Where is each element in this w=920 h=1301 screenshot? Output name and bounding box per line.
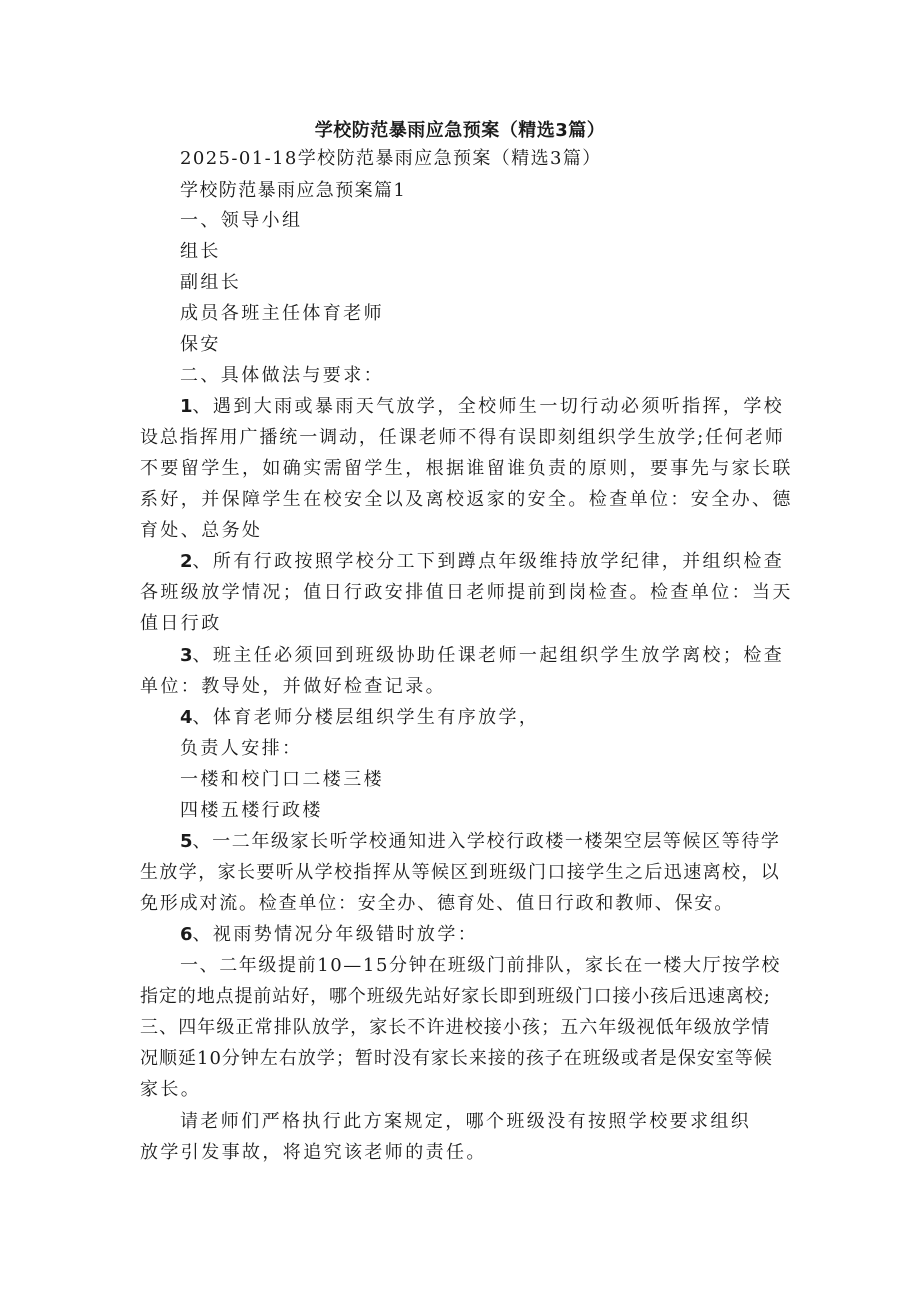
item4-text-2: 负责人安排： xyxy=(180,738,303,759)
item1-text-3: 不要留学生，如确实需留学生，根据谁留谁负责的原则，要事先与家长联 xyxy=(140,458,793,479)
closing-text-2: 放学引发事故，将追究该老师的责任。 xyxy=(140,1142,487,1163)
item1-text-1: 、遇到大雨或暴雨天气放学，全校师生一切行动必须听指挥，学校 xyxy=(192,396,785,417)
item5-text-3: 免形成对流。检查单位：安全办、德育处、值日行政和教师、保安。 xyxy=(140,893,734,914)
item2-text-2: 各班级放学情况；值日行政安排值日老师提前到岗检查。检查单位：当天 xyxy=(140,582,793,603)
members-line: 成员各班主任体育老师 xyxy=(180,303,384,324)
item6-text-6: 家长。 xyxy=(140,1079,202,1100)
item2-text-3: 值日行政 xyxy=(140,613,222,634)
item3-number: 3 xyxy=(180,645,193,666)
item4-line xyxy=(180,707,539,729)
item2-number: 2 xyxy=(180,551,193,572)
item6-text-2: 一、二年级提前10—15分钟在班级门前排队，家长在一楼大厅按学校 xyxy=(180,955,782,976)
item1-text-4: 系好，并保障学生在校安全以及离校返家的安全。检查单位：安全办、德 xyxy=(140,489,793,510)
item2-text-1: 、所有行政按照学校分工下到蹲点年级维持放学纪律，并组织检查 xyxy=(192,551,785,572)
item5-number: 5 xyxy=(180,831,193,852)
item6-number: 6 xyxy=(180,924,193,945)
deputy-leader-line: 副组长 xyxy=(180,272,242,293)
item1-text-5: 育处、总务处 xyxy=(140,520,263,541)
item2-line xyxy=(180,551,784,573)
item6-line xyxy=(180,924,478,946)
item4-text-4: 四楼五楼行政楼 xyxy=(180,800,323,821)
item6-text-1: 、视雨势情况分年级错时放学： xyxy=(192,924,479,945)
item4-number: 4 xyxy=(180,707,193,728)
item6-text-3: 指定的地点提前站好，哪个班级先站好家长即到班级门口接小孩后迅速离校; xyxy=(140,986,771,1007)
item3-line xyxy=(180,645,784,667)
item4-text-3: 一楼和校门口二楼三楼 xyxy=(180,769,384,790)
closing-text-1: 请老师们严格执行此方案规定，哪个班级没有按照学校要求组织 xyxy=(180,1111,752,1132)
item1-number: 1 xyxy=(180,396,193,417)
section1-heading: 一、领导小组 xyxy=(180,210,303,231)
item5-text-1: 、一二年级家长听学校通知进入学校行政楼一楼架空层等候区等待学 xyxy=(192,831,781,852)
article-heading: 学校防范暴雨应急预案篇1 xyxy=(180,180,407,201)
item4-text-1: 、体育老师分楼层组织学生有序放学， xyxy=(192,707,540,728)
security-line: 保安 xyxy=(180,334,221,355)
item6-text-4: 三、四年级正常排队放学，家长不许进校接小孩；五六年级视低年级放学情 xyxy=(140,1017,771,1038)
item1-text-2: 设总指挥用广播统一调动，任课老师不得有误即刻组织学生放学;任何老师 xyxy=(140,427,785,448)
item3-text-2: 单位：教导处，并做好检查记录。 xyxy=(140,676,446,697)
document-title: 学校防范暴雨应急预案（精选3篇） xyxy=(314,120,606,141)
item1-line xyxy=(180,396,784,418)
leader-line: 组长 xyxy=(180,241,221,262)
item5-text-2: 生放学，家长要听从学校指挥从等候区到班级门口接学生之后迅速离校，以 xyxy=(140,862,781,883)
item5-line xyxy=(180,831,781,853)
section2-heading: 二、具体做法与要求： xyxy=(180,365,384,386)
document-subtitle: 2025-01-18学校防范暴雨应急预案（精选3篇） xyxy=(180,148,602,169)
item6-text-5: 况顺延10分钟左右放学；暂时没有家长来接的孩子在班级或者是保安室等候 xyxy=(140,1048,773,1069)
item3-text-1: 、班主任必须回到班级协助任课老师一起组织学生放学离校；检查 xyxy=(192,645,785,666)
